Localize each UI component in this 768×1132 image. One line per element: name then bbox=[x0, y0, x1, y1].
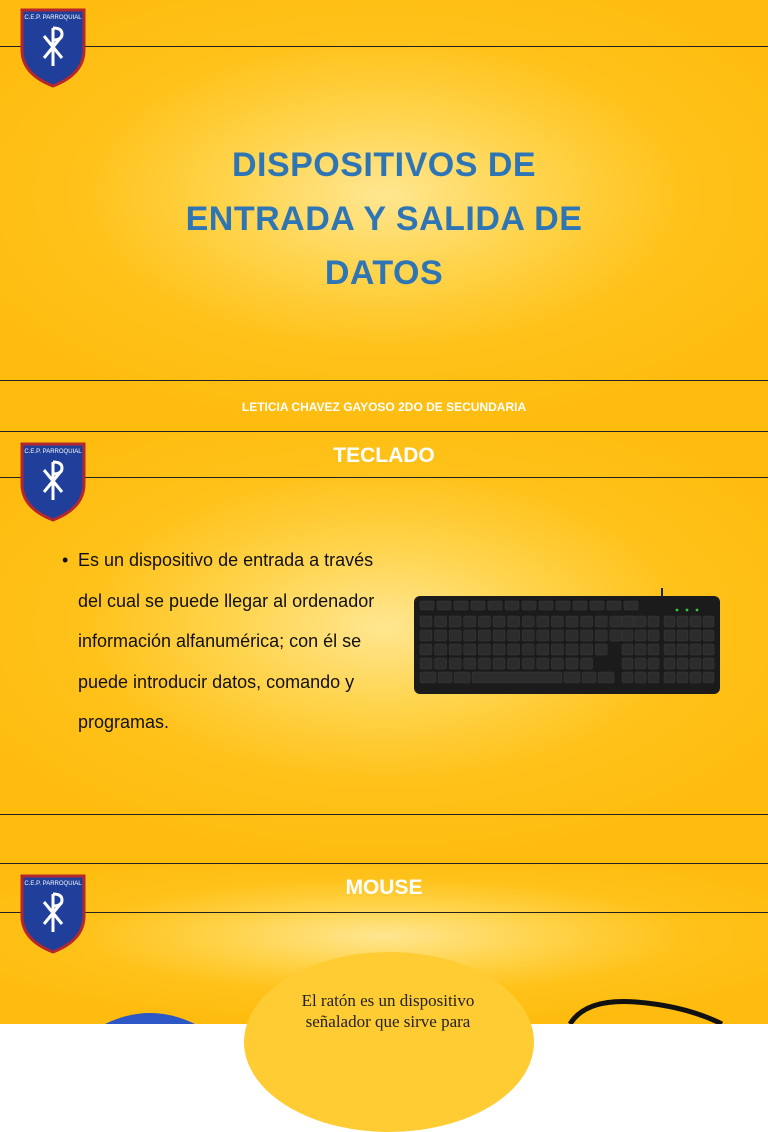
divider-line bbox=[0, 814, 768, 815]
keyboard-image bbox=[412, 588, 722, 696]
svg-text:C.E.P. PARROQUIAL: C.E.P. PARROQUIAL bbox=[24, 449, 82, 455]
divider-line bbox=[0, 380, 768, 381]
text-bubble bbox=[244, 952, 534, 1132]
divider-line bbox=[0, 912, 768, 913]
bullet-dot: • bbox=[62, 550, 69, 570]
bullet-text: Es un dispositivo de entrada a través del cual se puede llegar al ordenador información alfanumérica; con él se puede introducir datos, comando y programas. bbox=[78, 550, 375, 732]
bubble-text: El ratón es un dispositivo señalador que sirve para bbox=[301, 991, 475, 1031]
slide-heading: MOUSE bbox=[345, 876, 423, 899]
svg-text:C.E.P. PARROQUIAL: C.E.P. PARROQUIAL bbox=[24, 881, 82, 887]
slide-heading: TECLADO bbox=[333, 444, 435, 467]
svg-text:C.E.P. PARROQUIAL: C.E.P. PARROQUIAL bbox=[24, 15, 82, 21]
mouse-image bbox=[100, 1008, 200, 1024]
author-text: LETICIA CHAVEZ GAYOSO 2DO DE SECUNDARIA bbox=[241, 400, 527, 414]
divider-line bbox=[0, 46, 768, 47]
mouse-cable-image bbox=[566, 996, 726, 1024]
divider-line bbox=[0, 477, 768, 478]
title-slide bbox=[0, 0, 768, 432]
school-crest-icon bbox=[18, 6, 88, 88]
keyboard-description bbox=[62, 540, 382, 743]
page-title: DISPOSITIVOS DE ENTRADA Y SALIDA DE DATOS bbox=[185, 146, 583, 292]
